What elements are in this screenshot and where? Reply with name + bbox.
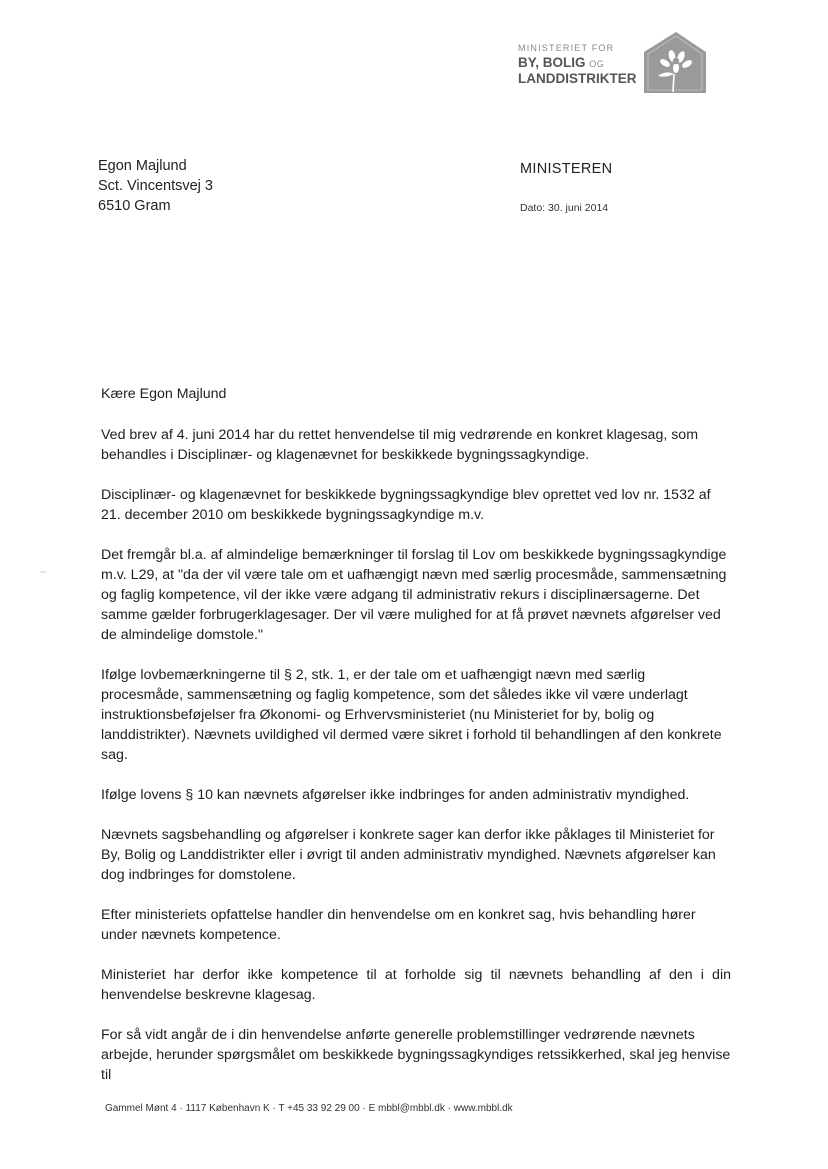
paragraph-1: Ved brev af 4. juni 2014 har du rettet henvendelse til mig vedrørende en konkret klagesag, som behandles i Disciplinær- og klagenævnet for beskikkede bygningssagkyndige. bbox=[101, 427, 699, 463]
sender-title: MINISTEREN bbox=[520, 161, 613, 177]
letter-footer: Gammel Mønt 4 · 1117 København K · T +45 33 92 29 00 · E mbbl@mbbl.dk · www.mbbl.dk bbox=[105, 1103, 513, 1114]
paragraph-2: Disciplinær- og klagenævnet for beskikkede bygningssagkyndige blev oprettet ved lov nr. 1532 af 21. december 2010 om beskikkede bygningssagkyndige m.v. bbox=[101, 487, 711, 523]
greeting: Kære Egon Majlund bbox=[101, 386, 227, 402]
letter-body bbox=[101, 384, 731, 1105]
paragraph-8: Ministeriet har derfor ikke kompetence til at forholde sig til nævnets behandling af den i din henvendelse beskrevne klagesag. bbox=[101, 967, 731, 1003]
paragraph-4: Ifølge lovbemærkningerne til § 2, stk. 1, er der tale om et uafhængigt nævn med særlig procesmåde, sammensætning og faglig kompetence, som det således ikke vil være underlagt instruktionsbeføjelser fra Økonomi- og Erhvervsministeriet (nu Ministeriet for by, bolig og landdistrikter). Nævnets uvildighed vil dermed være sikret i forhold til behandlingen af den konkrete sag. bbox=[101, 667, 722, 763]
paragraph-9: For så vidt angår de i din henvendelse anførte generelle problemstillinger vedrørende nævnets arbejde, herunder spørgsmålet om beskikkede bygningssagkyndiges retssikkerhed, skal jeg henvise til bbox=[101, 1027, 731, 1083]
recipient-name: Egon Majlund bbox=[98, 158, 187, 174]
recipient-street: Sct. Vincentsvej 3 bbox=[98, 178, 213, 194]
paragraph-3: Det fremgår bl.a. af almindelige bemærkninger til forslag til Lov om beskikkede bygningssagkyndige m.v. L29, at "da der vil være tale om et uafhængigt nævn med særlig procesmåde, sammensætning og faglig kompetence, vil der ikke være adgang til administrativ rekurs i disciplinærsagerne. Det samme gælder forbrugerklagesager. Der vil være mulighed for at få prøvet nævnets afgørelser ved de almindelige domstole." bbox=[101, 547, 727, 643]
logo-line-2-main: BY, BOLIG bbox=[518, 55, 586, 70]
letter-date: Dato: 30. juni 2014 bbox=[520, 202, 609, 214]
ministry-logo bbox=[518, 30, 708, 96]
recipient-address bbox=[98, 156, 213, 216]
scan-artifact bbox=[40, 571, 46, 573]
recipient-city: 6510 Gram bbox=[98, 198, 171, 214]
logo-line-2 bbox=[518, 56, 637, 70]
paragraph-5: Ifølge lovens § 10 kan nævnets afgørelser ikke indbringes for anden administrativ myndighed. bbox=[101, 787, 690, 803]
paragraph-6: Nævnets sagsbehandling og afgørelser i konkrete sager kan derfor ikke påklages til Ministeriet for By, Bolig og Landdistrikter eller i øvrigt til anden administrativ myndighed. Nævnets afgørelser kan dog indbringes for domstolene. bbox=[101, 827, 716, 883]
logo-line-3: LANDDISTRIKTER bbox=[518, 70, 637, 86]
paragraph-7: Efter ministeriets opfattelse handler din henvendelse om en konkret sag, hvis behandling hører under nævnets kompetence. bbox=[101, 907, 696, 943]
house-flower-icon bbox=[636, 30, 710, 94]
logo-line-2-small: OG bbox=[589, 59, 605, 69]
logo-line-1: MINISTERIET FOR bbox=[518, 43, 615, 53]
logo-wordmark bbox=[518, 44, 637, 85]
